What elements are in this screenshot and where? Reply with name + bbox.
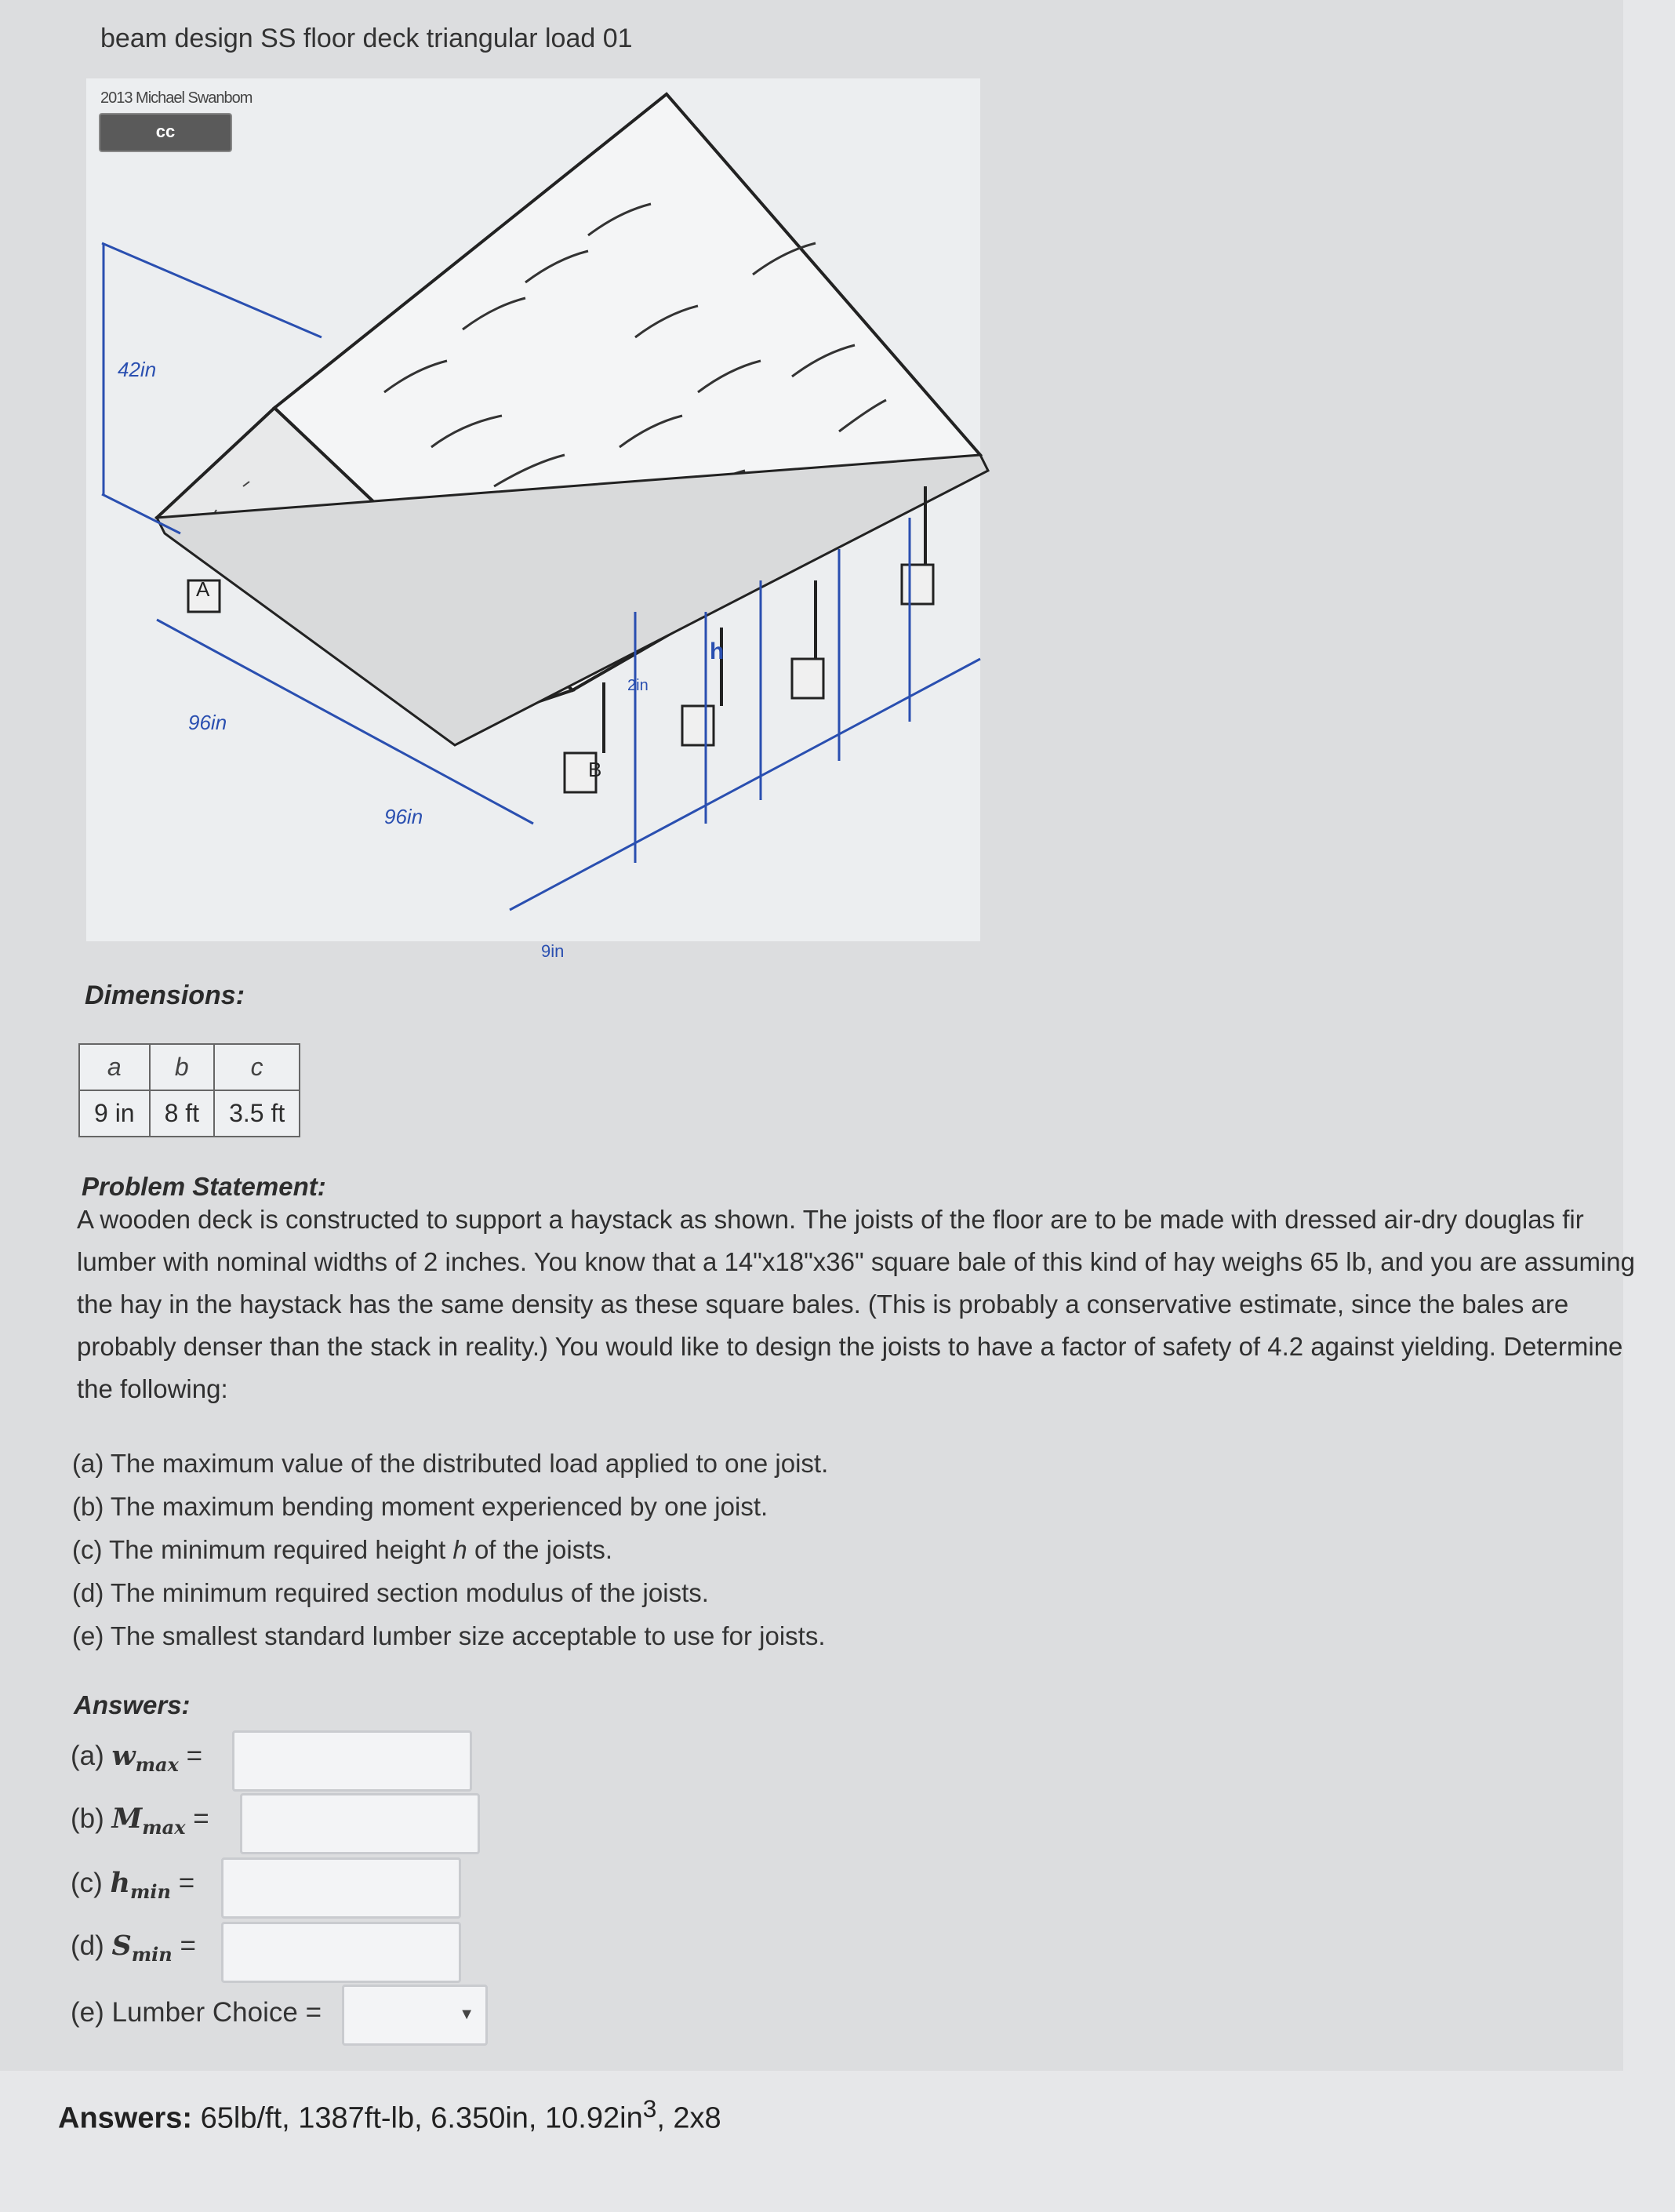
answer-b-input[interactable] [240, 1793, 480, 1854]
dim-header-c: c [214, 1044, 300, 1090]
problem-parts [72, 1442, 828, 1657]
part-a: (a) The maximum value of the distributed load applied to one joist. [72, 1449, 829, 1478]
dimensions-table [78, 1043, 300, 1137]
h-label: h [710, 638, 725, 664]
answer-a-sub: max [135, 1753, 179, 1776]
part-e: (e) The smallest standard lumber size acceptable to use for joists. [72, 1621, 826, 1650]
final-answers-tail: , 2x8 [656, 2101, 721, 2135]
answer-row-c [71, 1867, 194, 1903]
answer-c-sub: min [130, 1880, 171, 1903]
final-answers-label: Answers: [58, 2101, 193, 2135]
dim-header-b: b [150, 1044, 214, 1090]
answer-a-eq: = [178, 1741, 203, 1771]
problem-body: A wooden deck is constructed to support a haystack as shown. The joists of the floor are to be made with dressed air-dry douglas fir lumber with nominal widths of 2 inches. You know that a 14"x18"x36" square bale of this kind of hay weighs 65 lb, and you are assuming the hay in the haystack has the same density as these square bales. (This is probably a conservative estimate, since the bales are probably denser than the stack in reality.) You would like to design the joists to have a factor of safety of 4.2 against yielding. Determine the following: [77, 1205, 1635, 1403]
cc-license-icon: cc [99, 113, 232, 152]
answer-d-input[interactable] [221, 1922, 461, 1983]
credit-text: 2013 Michael Swanbom [100, 89, 253, 107]
final-answers [58, 2094, 721, 2136]
answer-c-eq: = [170, 1868, 195, 1898]
answer-d-prefix: (d) [71, 1930, 112, 1961]
part-c-tail: of the joists. [467, 1535, 613, 1564]
dim-value-a: 9 in [79, 1090, 150, 1137]
answer-row-a [71, 1740, 202, 1776]
part-c [72, 1528, 828, 1571]
answer-row-d [71, 1930, 196, 1966]
page-title: beam design SS floor deck triangular load 01 [100, 24, 633, 53]
dimensions-heading: Dimensions: [85, 980, 245, 1010]
deck-illustration [86, 78, 980, 961]
chevron-down-icon: ▼ [459, 2006, 474, 2023]
answer-b-eq: = [185, 1803, 209, 1834]
answers-heading: Answers: [74, 1690, 191, 1719]
deck-drawing [86, 78, 980, 961]
answer-a-symbol: w [111, 1740, 136, 1772]
part-d: (d) The minimum required section modulus of the joists. [72, 1578, 709, 1607]
answer-c-symbol: h [110, 1867, 130, 1899]
part-c-var: h [452, 1535, 467, 1564]
problem-heading: Problem Statement: [82, 1172, 326, 1201]
answer-row-e [71, 1997, 322, 2028]
length-right-label: 96in [384, 805, 423, 828]
answer-c-prefix: (c) [71, 1868, 111, 1898]
answer-b-prefix: (b) [71, 1803, 112, 1834]
final-answers-sup: 3 [642, 2094, 657, 2123]
final-answers-text: 65lb/ft, 1387ft-lb, 6.350in, 10.92in [192, 2101, 643, 2135]
height-label: 42in [118, 358, 157, 381]
answer-d-eq: = [172, 1930, 196, 1961]
width-label: 2in [627, 677, 649, 694]
dim-value-c: 3.5 ft [214, 1090, 300, 1137]
part-c-text: (c) The minimum required height [72, 1535, 453, 1564]
lumber-choice-select[interactable] [342, 1985, 488, 2046]
length-left-label: 96in [188, 711, 227, 734]
part-b: (b) The maximum bending moment experienced by one joist. [72, 1492, 768, 1521]
answer-a-prefix: (a) [71, 1741, 112, 1771]
answer-b-sub: max [142, 1816, 186, 1839]
answer-d-sub: min [131, 1943, 173, 1966]
dim-header-a: a [79, 1044, 150, 1090]
point-a-label: A [196, 577, 210, 601]
answer-c-input[interactable] [221, 1857, 461, 1919]
answer-row-b [71, 1803, 209, 1839]
spacing-label: 9in [541, 941, 565, 961]
answer-d-symbol: S [111, 1930, 132, 1962]
point-b-label: B [588, 758, 602, 781]
answer-e-label: (e) Lumber Choice = [71, 1997, 322, 2028]
answer-a-input[interactable] [232, 1730, 472, 1792]
answer-b-symbol: M [111, 1803, 143, 1835]
dim-value-b: 8 ft [150, 1090, 214, 1137]
